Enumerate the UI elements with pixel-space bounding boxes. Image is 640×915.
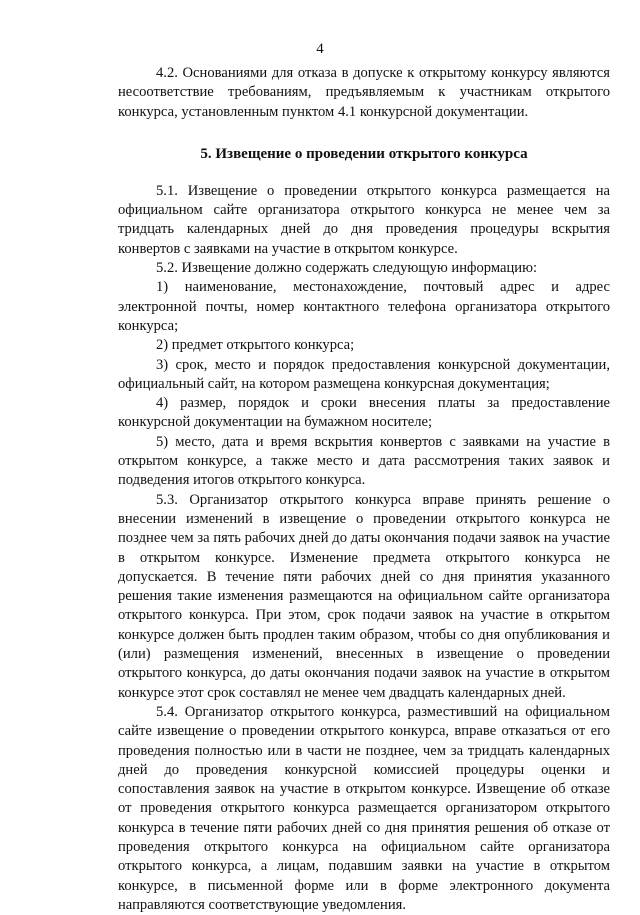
- list-item-5: 5) место, дата и время вскрытия конвертов с заявками на участие в открытом конкурсе, а также место и дата рассмотрения таких заявок и подведения итогов открытого конкурса.: [118, 433, 610, 489]
- document-body: [118, 64, 610, 915]
- paragraph-5-2: 5.2. Извещение должно содержать следующую информацию:: [156, 260, 538, 277]
- section-heading: 5. Извещение о проведении открытого конкурса: [200, 145, 528, 162]
- page-number: 4: [316, 41, 324, 57]
- paragraph-4-2: 4.2. Основаниями для отказа в допуске к открытому конкурсу являются несоответствие требованиям, предъявляемым к участникам открытого конкурса, установленным пунктом 4.1 конкурсной документации.: [118, 65, 610, 120]
- paragraph-5-3: 5.3. Организатор открытого конкурса вправе принять решение о внесении изменений в извещение о проведении открытого конкурса не позднее чем за пять рабочих дней до даты окончания подачи заявок на участие в открытом конкурсе. Изменение предмета открытого конкурса не допускается. В течение пяти рабочих дней со дня принятия указанного решения такие изменения размещаются на официальном сайте организатора открытого конкурса. При этом, срок подачи заявок на участие в открытом конкурсе должен быть продлен таким образом, чтобы со дня опубликования и (или) размещения изменений, внесенных в извещение о проведении открытого конкурса, до даты окончания подачи заявок на участие в открытом конкурсе этот срок составлял не менее чем двадцать календарных дней.: [118, 491, 610, 701]
- paragraph-5-1: 5.1. Извещение о проведении открытого конкурса размещается на официальном сайте организатора открытого конкурса не менее чем за тридцать календарных дней до дня проведения процедуры вскрытия конвертов с заявками на участие в открытом конкурсе.: [118, 182, 610, 257]
- list-item-1: 1) наименование, местонахождение, почтовый адрес и адрес электронной почты, номер контактного телефона организатора открытого конкурса;: [118, 279, 610, 334]
- paragraph-5-4: 5.4. Организатор открытого конкурса, разместивший на официальном сайте извещение о проведении открытого конкурса, вправе отказаться от его проведения полностью или в части не позднее, чем за тридцать календарных дней до проведения конкурсной комиссией процедуры оценки и сопоставления заявок на участие в открытом конкурсе. Извещение об отказе от проведения открытого конкурса размещается организатором открытого конкурса в течение пяти рабочих дней со дня принятия решения об отказе от проведения открытого конкурса на официальном сайте организатора открытого конкурса, а лицам, подавшим заявки на участие в открытом конкурсе, в письменной форме или в форме электронного документа направляются соответствующие уведомления.: [118, 703, 610, 913]
- list-item-4: 4) размер, порядок и сроки внесения платы за предоставление конкурсной документации на бумажном носителе;: [118, 395, 610, 431]
- list-item-3: 3) срок, место и порядок предоставления конкурсной документации, официальный сайт, на котором размещена конкурсная документация;: [118, 356, 610, 392]
- list-item-2: 2) предмет открытого конкурса;: [156, 337, 355, 354]
